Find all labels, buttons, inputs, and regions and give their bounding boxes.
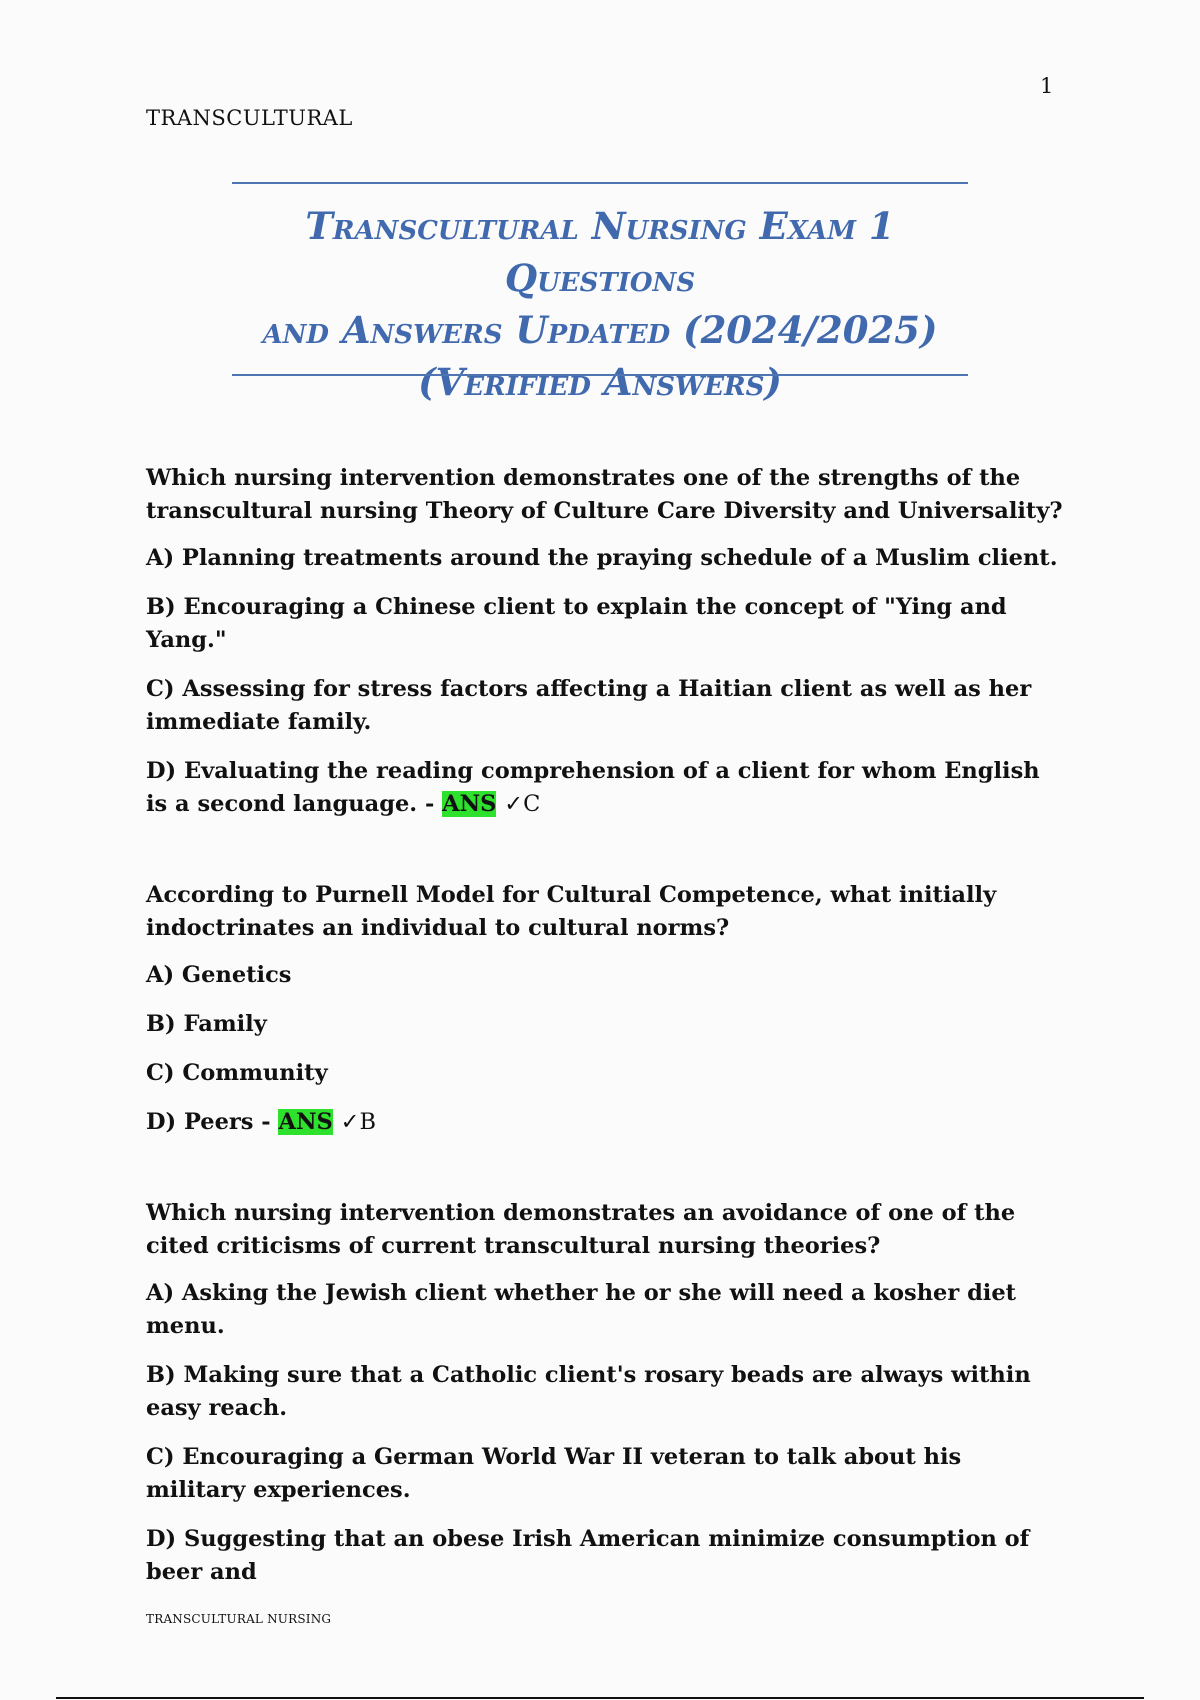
answer-value: ✓B	[340, 1109, 376, 1135]
option-d	[146, 1106, 1066, 1139]
question-text: Which nursing intervention demonstrates an avoidance of one of the cited criticisms of current transcultural nursing theories?	[146, 1200, 1016, 1259]
title-line-3: (Verified Answers)	[418, 360, 782, 404]
answer-label: ANS	[278, 1109, 333, 1135]
option-d-text: D) Peers -	[146, 1109, 271, 1135]
answer-label: ANS	[442, 791, 497, 817]
option-a: A) Planning treatments around the praying schedule of a Muslim client.	[146, 545, 1058, 571]
running-head: TRANSCULTURAL	[146, 106, 353, 130]
title-bottom-rule	[232, 374, 968, 376]
option-b: B) Family	[146, 1011, 267, 1037]
option-a: A) Genetics	[146, 962, 292, 988]
option-d-text: D) Evaluating the reading comprehension of a client for whom English is a second language. -	[146, 758, 1040, 817]
question-block-2	[146, 879, 1066, 1139]
option-a: A) Asking the Jewish client whether he or she will need a kosher diet menu.	[146, 1280, 1017, 1339]
question-list	[146, 462, 1066, 1605]
bottom-rule	[56, 1697, 1144, 1699]
page-number: 1	[1040, 74, 1054, 98]
question-text: Which nursing intervention demonstrates one of the strengths of the transcultural nursing Theory of Culture Care Diversity and Universality?	[146, 465, 1063, 524]
option-d	[146, 755, 1066, 821]
option-c: C) Encouraging a German World War II veteran to talk about his military experiences.	[146, 1444, 962, 1503]
page-footer: TRANSCULTURAL NURSING	[146, 1612, 332, 1626]
option-b: B) Making sure that a Catholic client's rosary beads are always within easy reach.	[146, 1362, 1031, 1421]
option-c: C) Community	[146, 1060, 328, 1086]
question-block-1	[146, 462, 1066, 821]
title-line-1: Transcultural Nursing Exam 1 Questions	[305, 204, 895, 300]
question-text: According to Purnell Model for Cultural Competence, what initially indoctrinates an individual to cultural norms?	[146, 882, 997, 941]
option-c: C) Assessing for stress factors affecting a Haitian client as well as her immediate family.	[146, 676, 1032, 735]
title-top-rule	[232, 182, 968, 184]
answer-value: ✓C	[504, 791, 541, 817]
option-d: D) Suggesting that an obese Irish American minimize consumption of beer and	[146, 1526, 1030, 1585]
document-title	[232, 200, 968, 408]
question-block-3	[146, 1197, 1066, 1589]
title-line-2: and Answers Updated (2024/2025)	[262, 308, 938, 352]
option-b: B) Encouraging a Chinese client to explain the concept of "Ying and Yang."	[146, 594, 1007, 653]
